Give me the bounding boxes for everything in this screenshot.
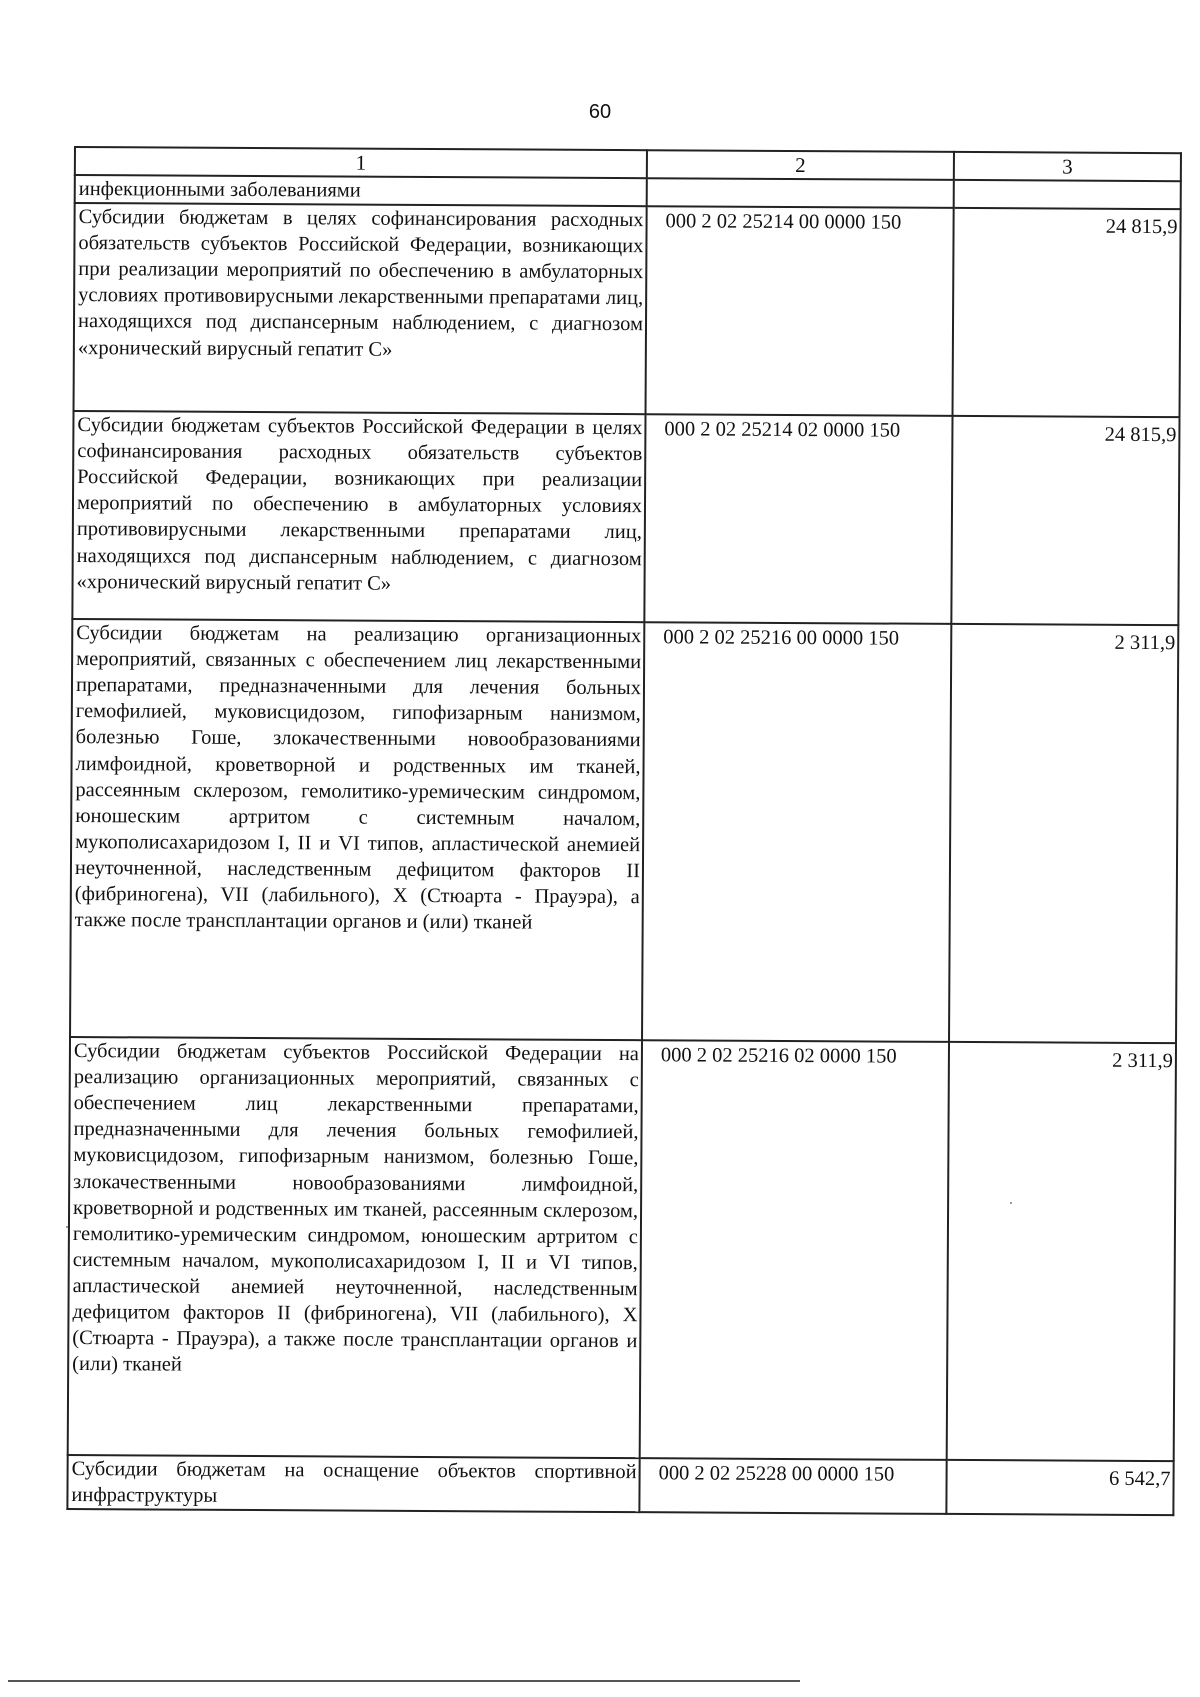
column-header-3: 3: [954, 152, 1181, 181]
table-row: [72, 411, 1179, 625]
row-code: 000 2 02 25214 00 0000 150: [646, 206, 954, 416]
row-amount: 6 542,7: [946, 1460, 1173, 1515]
budget-table: [66, 146, 1182, 1516]
scan-speck: [1010, 1202, 1012, 1204]
bottom-rule: [8, 1680, 800, 1682]
row-amount: 2 311,9: [947, 1042, 1176, 1461]
row-code: 000 2 02 25216 00 0000 150: [642, 622, 951, 1042]
continuation-text: инфекционными заболеваниями: [75, 175, 647, 206]
column-header-2: 2: [647, 150, 954, 180]
table-row: [70, 619, 1178, 1043]
row-amount: 24 815,9: [953, 208, 1181, 417]
continuation-amount-cell: [954, 180, 1181, 209]
scan-speck: [66, 1226, 68, 1228]
row-code: 000 2 02 25214 02 0000 150: [644, 414, 952, 624]
row-code: 000 2 02 25228 00 0000 150: [639, 1458, 946, 1514]
column-header-1: 1: [75, 147, 647, 178]
table-row: [74, 203, 1181, 417]
row-description: Субсидии бюджетам субъектов Российской Федерации на реализацию организационных мероприятий, связанных с обеспечением лиц лекарственными препаратами, предназначенными для лечения больных гемофилией, муковисцидозом, гипофизарным нанизмом, болезнью Гоше, злокачественными новообразованиями лимфоидной, кроветворной и родственных им тканей, рассеянным склерозом, гемолитико-уремическим синдромом, юношеским артритом с системным началом, мукополисахаридозом I, II и VI типов, апластической анемией неуточненной, наследственным дефицитом факторов II (фибриногена), VII (лабильного), X (Стюарта - Прауэра), а также после трансплантации органов и (или) тканей: [68, 1037, 642, 1458]
row-amount: 24 815,9: [951, 416, 1179, 625]
page-number: 60: [588, 101, 612, 123]
row-code: 000 2 02 25216 02 0000 150: [640, 1040, 949, 1460]
table-row: [67, 1455, 1173, 1515]
row-amount: 2 311,9: [949, 624, 1178, 1043]
row-description: Субсидии бюджетам на реализацию организационных мероприятий, связанных с обеспечением лиц лекарственными препаратами, предназначенными для лечения больных гемофилией, муковисцидозом, гипофизарным нанизмом, болезнью Гоше, злокачественными новообразованиями лимфоидной, кроветворной и родственных им тканей, рассеянным склерозом, гемолитико-уремическим синдромом, юношеским артритом с системным началом, мукополисахаридозом I, II и VI типов, апластической анемией неуточненной, наследственным дефицитом факторов II (фибриногена), VII (лабильного), X (Стюарта - Прауэра), а также после трансплантации органов и (или) тканей: [70, 619, 644, 1040]
row-description: Субсидии бюджетам на оснащение объектов спортивной инфраструктуры: [67, 1455, 639, 1512]
continuation-code-cell: [647, 178, 954, 208]
table-row: [68, 1037, 1176, 1461]
row-description: Субсидии бюджетам в целях софинансирования расходных обязательств субъектов Российской Федерации, возникающих при реализации мероприятий по обеспечению в амбулаторных условиях противовирусными лекарственными препаратами лиц, находящихся под диспансерным наблюдением, с диагнозом «хронический вирусный гепатит С»: [74, 203, 647, 414]
row-description: Субсидии бюджетам субъектов Российской Федерации в целях софинансирования расходных обязательств субъектов Российской Федерации, возникающих при реализации мероприятий по обеспечению в амбулаторных условиях противовирусными лекарственными препаратами лиц, находящихся под диспансерным наблюдением, с диагнозом «хронический вирусный гепатит С»: [72, 411, 645, 622]
